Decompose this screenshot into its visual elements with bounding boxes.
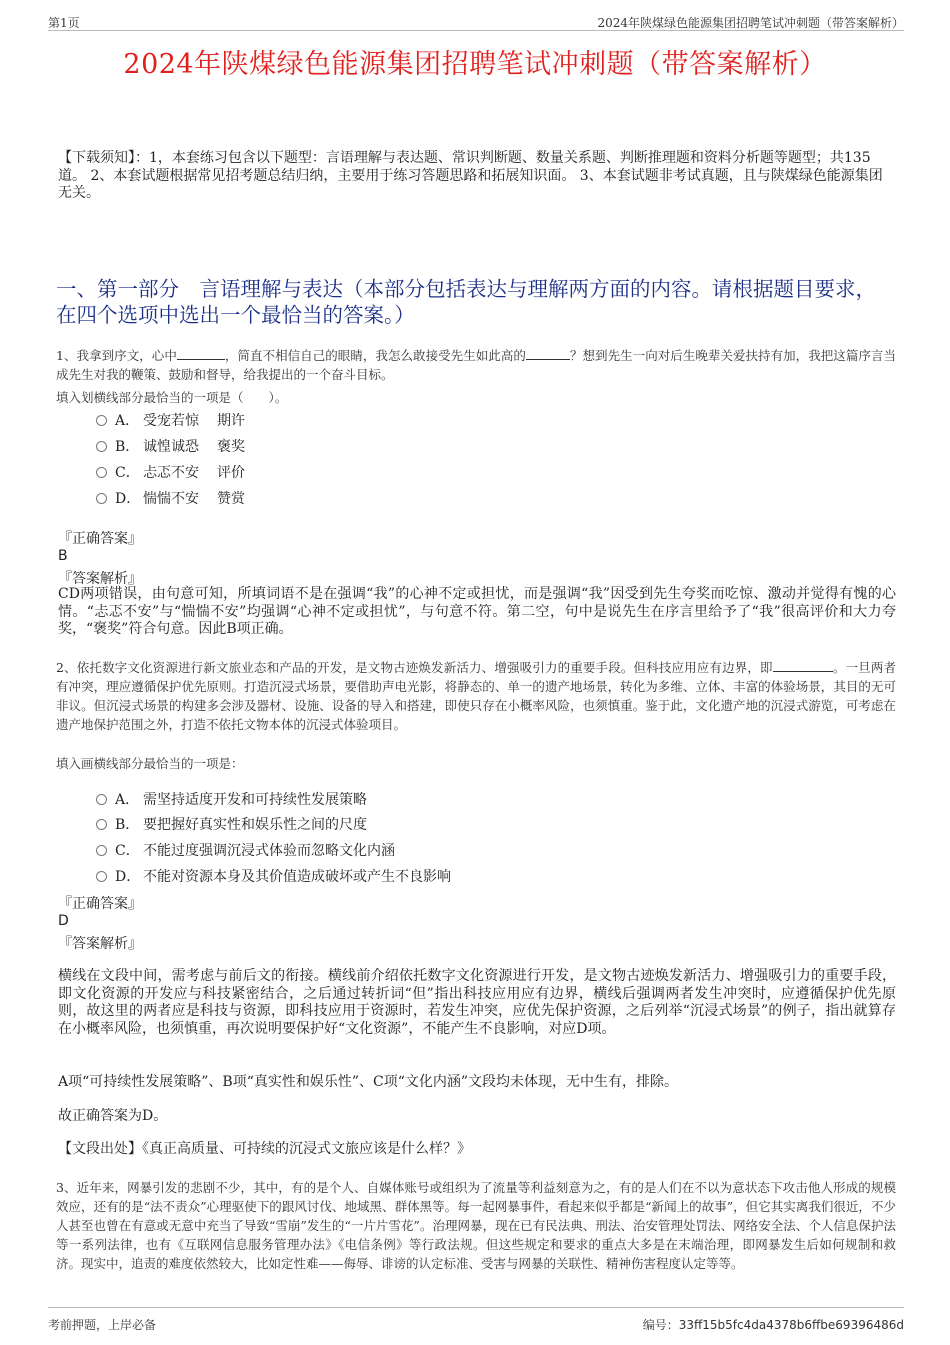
page-footer [48,1307,904,1336]
radio-icon[interactable] [96,441,107,452]
blank-1 [177,346,225,360]
blank-2 [526,346,570,360]
option-a[interactable]: A． 需坚持适度开发和可持续性发展策略 [96,789,367,809]
option-a[interactable]: A． 受宠若惊 期许 [96,410,245,430]
correct-answer-label: 『正确答案』 [58,531,142,547]
page-header [48,12,904,31]
section-title: 一、第一部分 言语理解与表达（本部分包括表达与理解两方面的内容。请根据题目要求，在四个选项中选出一个最恰当的答案。） [56,277,876,327]
radio-icon[interactable] [96,415,107,426]
option-c[interactable]: C． 忐忑不安 评价 [96,462,245,482]
radio-icon[interactable] [96,467,107,478]
footer-slogan: 考前押题，上岸必备 [48,1318,157,1332]
analysis-label: 『答案解析』 [58,936,142,952]
correct-answer: D [58,913,69,929]
radio-icon[interactable] [96,871,107,882]
option-b[interactable]: B． 诚惶诚恐 褒奖 [96,436,245,456]
header-doc-title: 2024年陕煤绿色能源集团招聘笔试冲刺题（带答案解析） [597,16,904,30]
option-c[interactable]: C． 不能过度强调沉浸式体验而忽略文化内涵 [96,840,395,860]
analysis-text: A项“可持续性发展策略”、B项“真实性和娱乐性”、C项“文化内涵”文段均未体现，无中生有，排除。 [58,1074,679,1090]
question-1-stem: 填入划横线部分最恰当的一项是（ ）。 [56,390,288,405]
page-number: 第1页 [48,16,80,30]
download-notice: 【下载须知】：1，本套练习包含以下题型：言语理解与表达题、常识判断题、数量关系题、判断推理题和资料分析题等题型；共135道。 2、本套试题根据常见招考题总结归纳，主要用于练习答题思路和拓展知识面。 3、本套试题非考试真题，且与陕煤绿色能源集团无关。 [58,150,883,201]
radio-icon[interactable] [96,493,107,504]
analysis-text: 故正确答案为D。 [58,1108,168,1124]
option-d[interactable]: D． 惴惴不安 赞赏 [96,488,245,508]
option-d[interactable]: D． 不能对资源本身及其价值造成破坏或产生不良影响 [96,866,451,886]
blank-1 [773,658,833,672]
analysis-text: 横线在文段中间，需考虑与前后文的衔接。横线前介绍依托数字文化资源进行开发，是文物古迹焕发新活力、增强吸引力的重要手段，即文化资源的开发应与科技紧密结合，之后通过转折词“但”指出科技应用应有边界，横线后强调两者发生冲突时，应遵循保护优先原则，故这里的两者应是科技与资源，即科技应用于资源时，若发生冲突，应优先保护资源，之后列举“沉浸式场景”的例子，指出就算存在小概率风险，也须慎重，再次说明要保护好“文化资源”，不能产生不良影响，对应D项。 [58,968,896,1037]
analysis-label: 『答案解析』 [58,571,142,587]
question-3-text: 3、近年来，网暴引发的悲剧不少，其中，有的是个人、自媒体账号或组织为了流量等利益刻意为之，有的是人们在不以为意状态下攻击他人形成的规模效应，还有的是“法不责众”心理驱使下的跟风讨伐、地域黑、群体黑等。每一起网暴事件，看起来似乎都是“新闻上的故事”，但它其实离我们很近，不少人甚至也曾在有意或无意中充当了导致“雪崩”发生的“一片片雪花”。治理网暴，现在已有民法典、刑法、治安管理处罚法、网络安全法、个人信息保护法等一系列法律，也有《互联网信息服务管理办法》《电信条例》等行政法规。但这些规定和要求的重点大多是在末端治理，即网暴发生后如何规制和救济。现实中，追责的难度依然较大，比如定性难——侮辱、诽谤的认定标准、受害与网暴的关联性、精神伤害程度认定等等。 [56,1180,896,1271]
document-code: 编号：33ff15b5fc4da4378b6ffbe69396486d [642,1318,904,1332]
radio-icon[interactable] [96,794,107,805]
question-1-text: 1、我拿到序文，心中 ，简直不相信自己的眼睛，我怎么敢接受先生如此高的 ？想到先生一向对后生晚辈关爱扶持有加，我把这篇序言当成先生对我的鞭策、鼓励和督导，给我提出的一个奋斗目标。 [56,348,896,382]
question-2-stem: 填入画横线部分最恰当的一项是： [56,756,244,771]
correct-answer: B [58,548,68,564]
analysis-text: CD两项错误，由句意可知，所填词语不是在强调“我”的心神不定或担忧，而是强调“我”因受到先生夸奖而吃惊、激动并觉得有愧的心情。“忐忑不安”与“惴惴不安”均强调“心神不定或担忧”，与句意不符。第二空，句中是说先生在序言里给予了“我”很高评价和大力夸奖，“褒奖”符合句意。因此B项正确。 [58,586,896,637]
radio-icon[interactable] [96,819,107,830]
correct-answer-label: 『正确答案』 [58,896,142,912]
option-b[interactable]: B． 要把握好真实性和娱乐性之间的尺度 [96,814,367,834]
page-title: 2024年陕煤绿色能源集团招聘笔试冲刺题（带答案解析） [123,49,827,80]
source-citation: 【文段出处】《真正高质量、可持续的沉浸式文旅应该是什么样？》 [58,1141,471,1157]
question-2-text: 2、依托数字文化资源进行新文旅业态和产品的开发，是文物古迹焕发新活力、增强吸引力的重要手段。但科技应用应有边界，即 。一旦两者有冲突，理应遵循保护优先原则。打造沉浸式场景，要借助声电光影，将静态的、单一的遗产地场景，转化为多维、立体、丰富的体验场景，其目的无可非议。但沉浸式场景的构建多会涉及器材、设施、设备的导入和搭建，即使只存在小概率风险，也须慎重。鉴于此，文化遗产地的沉浸式游览，可考虑在遗产地保护范围之外，打造不依托文物本体的沉浸式体验项目。 [56,660,896,732]
radio-icon[interactable] [96,845,107,856]
